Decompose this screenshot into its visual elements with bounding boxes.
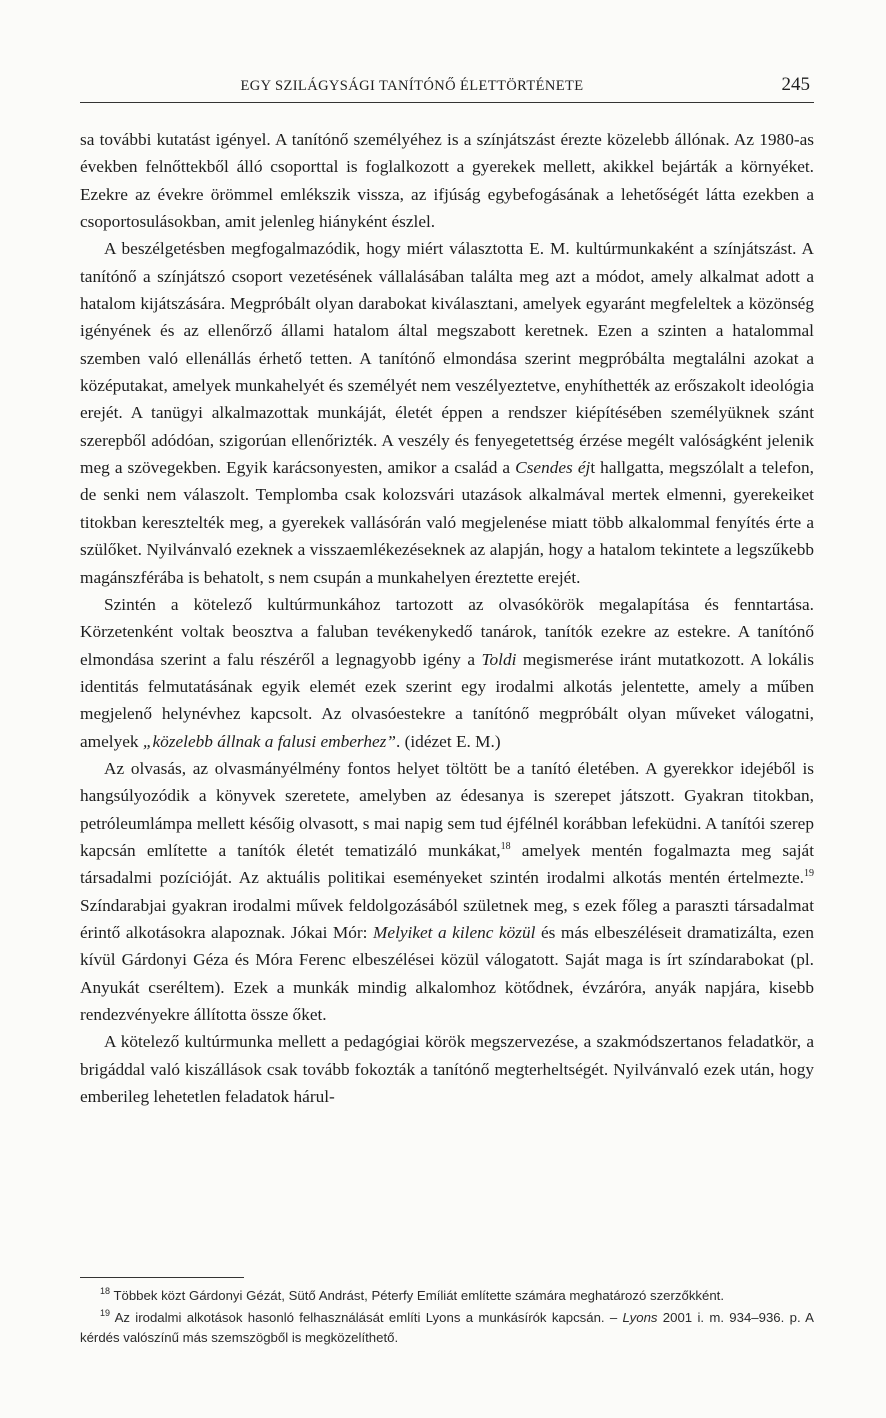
footnote-divider [80,1277,244,1278]
footnote [80,1286,814,1307]
page-number: 245 [781,74,810,95]
text-run: Színdarabjai gyakran irodalmi művek feldolgozásából születnek meg, s ezek főleg a paraszti társadalmat érintő alkotásokra alapoznak. Jókai Mór: [80,895,814,942]
text-run: t hallgatta, megszólalt a telefon, de senki nem válaszolt. Templomba csak kolozsvári utazások alkalmával mertek elmenni, gyerekeiket titokban keresztelték meg, a gyerekek vallásórán való megjelenése miatt több alkalommal fenyítés érte a szülőket. Nyilvánvaló ezeknek a visszaemlékezéseknek az alapján, hogy a hatalom tekintete a legszűkebb magánszférába is behatolt, s nem csupán a munkahelyen éreztette erejét. [80,458,815,587]
footnote-ref: 18 [100,1286,111,1296]
text-run: amelyek mentén fogalmazta meg saját társadalmi pozícióját. Az aktuális politikai eseményeket szintén irodalmi alkotás mentén értelmezte. [80,840,814,888]
text-run: Az irodalmi alkotások hasonló felhasználását említi Lyons a munkásírók kapcsán. – [110,1309,623,1325]
text-run: . (idézet E. M.) [395,731,501,751]
text-run: sa további kutatást igényel. A tanítónő személyéhez is a színjátszást érezte közelebb állónak. Az 1980-as években felnőttekből álló csoporttal is foglalkozott a gyerekek mellett, akikkel bejárták a környéket. Ezekre az évekre örömmel emlékszik vissza, az ifjúság egybefogásának a lehetőségét látta ezekben a csoportosulásokban, amit jelenleg hiányként észlel. [80,130,814,232]
footnotes [80,1286,814,1350]
text-run: A beszélgetésben megfogalmazódik, hogy miért választotta E. M. kultúrmunkaként a színjátszást. A tanítónő a színjátszó csoport vezetésének vállalásában találta meg azt a módot, amely alkalmat adott a hatalom kijátszására. Megpróbált olyan darabokat kiválasztani, amelyek egyaránt megfeleltek a közönség igényének és az ellenőrző állami hatalom által megszabott keretnek. Ezen a szinten a hatalommal szemben való ellenállás érhető tetten. A tanítónő elmondása szerint megpróbálta megtalálni azokat a középutakat, amelyek munkahelyét és személyét nem veszélyeztetve, enyhíthették az erőszakolt ideológia erejét. A tanügyi alkalmazottak munkáját, életét éppen a rendszer kiépítésében személyüknek szánt szerepből adódóan, szigorúan ellenőrizték. A veszély és fenyegetettség érzése megélt valóságként jelenik meg a szövegekben. Egyik karácsonyesten, amikor a család a [80,239,814,478]
footnote-ref: 18 [500,840,511,852]
text-run: és más elbeszéléseit dramatizálta, ezen kívül Gárdonyi Géza és Móra Ferenc elbeszélései közül válogatott. Saját maga is írt színdarabokat (pl. Anyukát cseréltem). Ezek a munkák mindig alkalomhoz kötődnek, évzáróra, anyák napjára, kisebb rendezvényekre állította össze őket. [80,922,814,1024]
italic-text: Toldi [481,649,517,669]
paragraph [80,1028,814,1110]
footnote-ref: 19 [100,1307,111,1318]
text-run: Szintén a kötelező kultúrmunkához tartozott az olvasókörök megalapítása és fenntartása. Körzetenként voltak beosztva a faluban tevékenykedő tanárok, tanítók ezekre az estekre. A tanítónő elmondása szerint a falu részéről a legnagyobb igény a [80,594,814,669]
paragraph [80,235,814,590]
paragraph [80,591,814,755]
main-text [80,126,814,1110]
italic-text: Melyiket a kilenc közül [373,922,536,942]
italic-text: Csendes éj [515,458,591,478]
paragraph [80,126,814,235]
footnote [80,1308,814,1349]
running-header [80,72,814,103]
italic-text: „közelebb állnak a falusi emberhez” [142,731,396,751]
italic-text: Lyons [622,1309,658,1325]
text-run: 2001 i. m. 934–936. p. A kérdés valószínű más szemszögből is megközelíthető. [80,1309,814,1345]
text-run: megismerése iránt mutatkozott. A lokális identitás felmutatásának egyik elemét ezek szerint egy irodalmi alkotás jelentette, amely a műben megjelenő helynévhez kapcsolt. Az olvasóestekre a tanítónő megpróbált olyan műveket válogatni, amelyek [80,649,814,751]
paragraph [80,755,814,1028]
running-title: EGY SZILÁGYSÁGI TANÍTÓNŐ ÉLETTÖRTÉNETE [240,78,584,94]
text-run: A kötelező kultúrmunka mellett a pedagógiai körök megszervezése, a szakmódszertanos feladatkör, a brigáddal való kiszállások csak tovább fokozták a tanítónő megterheltségét. Nyilvánvaló ezek után, hogy emberileg lehetetlen feladatok hárul- [80,1032,814,1107]
text-run: Az olvasás, az olvasmányélmény fontos helyet töltött be a tanító életében. A gyerekkor idejéből is hangsúlyozódik a könyvek szeretete, amelyben az édesanya is szerepet játszott. Gyakran titokban, petróleumlámpa mellett későig olvasott, s mai napig sem tud éjfélnél korábban lefeküdni. A tanítói szerep kapcsán említette a tanítók életét tematizáló munkákat, [80,758,814,860]
footnote-ref: 19 [804,868,814,880]
text-run: Többek közt Gárdonyi Gézát, Sütő Andrást, Péterfy Emíliát említette számára meghatározó szerzőkként. [110,1288,725,1303]
